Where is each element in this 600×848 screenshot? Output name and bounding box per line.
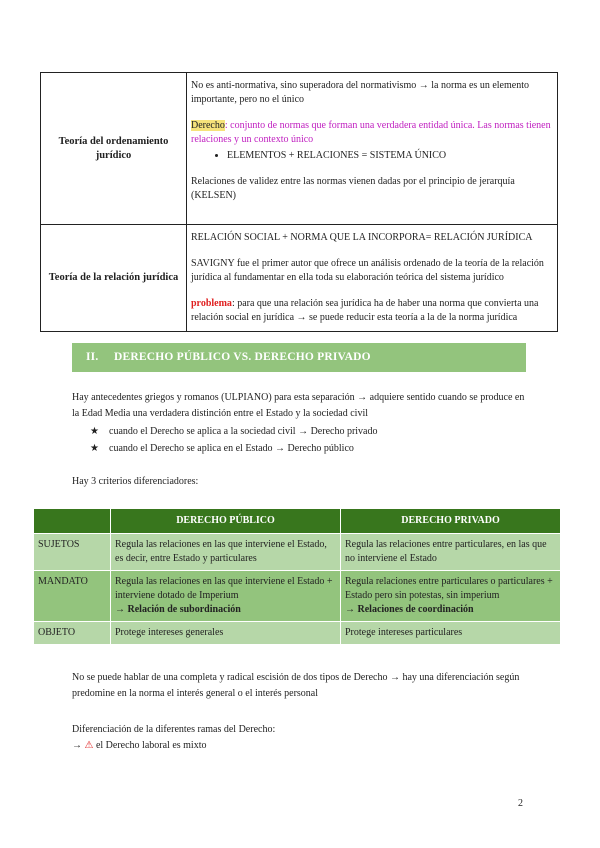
paragraph: SAVIGNY fue el primer autor que ofrece un análisis ordenado de la teoría de la relación jurídica al fundamentar en ella toda su elaboración teórica del sistema jurídico bbox=[191, 258, 544, 283]
bullet-privado: cuando el Derecho se aplica a la sociedad civil → Derecho privado bbox=[109, 426, 378, 437]
table-row-objeto bbox=[34, 622, 561, 645]
problema-term: problema bbox=[191, 298, 232, 309]
section-header bbox=[72, 343, 526, 372]
theory-table bbox=[40, 72, 558, 332]
ramas-item: el Derecho laboral es mixto bbox=[95, 740, 207, 751]
cell-publico: Protege intereses generales bbox=[111, 622, 341, 645]
cell-privado bbox=[341, 571, 561, 622]
derecho-term: Derecho bbox=[191, 120, 225, 131]
cell-bold: → Relación de subordinación bbox=[115, 604, 241, 615]
bullet-publico: cuando el Derecho se aplica en el Estado → Derecho público bbox=[109, 443, 354, 454]
intro-paragraph: Hay antecedentes griegos y romanos (ULPIANO) para esta separación → adquiere sentido cuando se produce en la Edad Media una verdadera distinción entre el Estado y la sociedad civil bbox=[72, 392, 525, 419]
section-title: DERECHO PÚBLICO VS. DERECHO PRIVADO bbox=[114, 351, 371, 363]
table-header-row bbox=[34, 509, 561, 534]
page-number: 2 bbox=[518, 798, 523, 809]
theory-row-relacion bbox=[41, 225, 558, 332]
table-row-sujetos bbox=[34, 534, 561, 571]
conclusion-paragraph: No se puede hablar de una completa y radical escisión de dos tipos de Derecho → hay una diferenciación según predomine en la norma el interés general o el interés personal bbox=[72, 672, 520, 699]
cell-privado: Protege intereses particulares bbox=[341, 622, 561, 645]
bullet-list bbox=[191, 149, 553, 163]
warning-icon: ⚠ bbox=[84, 740, 94, 751]
paragraph: RELACIÓN SOCIAL + NORMA QUE LA INCORPORA= RELACIÓN JURÍDICA bbox=[191, 232, 533, 243]
cell-bold: → Relaciones de coordinación bbox=[345, 604, 474, 615]
section-number: II. bbox=[86, 351, 99, 363]
row-key: OBJETO bbox=[34, 622, 111, 645]
paragraph: No es anti-normativa, sino superadora del normativismo → la norma es un elemento importante, pero no el único bbox=[191, 80, 529, 105]
row-content bbox=[187, 225, 558, 332]
cell-publico bbox=[111, 571, 341, 622]
row-key: MANDATO bbox=[34, 571, 111, 622]
ramas-intro: Diferenciación de la diferentes ramas del Derecho: bbox=[72, 724, 276, 735]
cell-text: Regula las relaciones en las que interviene el Estado + interviene dotado de Imperium bbox=[115, 576, 333, 601]
theory-row-ordenamiento bbox=[41, 73, 558, 225]
star-icon: ★ bbox=[90, 443, 99, 454]
arrow-icon: → bbox=[72, 740, 82, 751]
cell-privado: Regula las relaciones entre particulares, en las que no interviene el Estado bbox=[341, 534, 561, 571]
table-row-mandato bbox=[34, 571, 561, 622]
row-label: Teoría del ordenamiento jurídico bbox=[41, 73, 187, 225]
row-key: SUJETOS bbox=[34, 534, 111, 571]
header-empty bbox=[34, 509, 111, 534]
ramas-line bbox=[72, 738, 206, 754]
row-label: Teoría de la relación jurídica bbox=[41, 225, 187, 332]
criteria-intro: Hay 3 criterios diferenciadores: bbox=[72, 476, 199, 487]
header-privado: DERECHO PRIVADO bbox=[341, 509, 561, 534]
star-icon: ★ bbox=[90, 426, 99, 437]
cell-publico: Regula las relaciones en las que interviene el Estado, es decir, entre Estado y particulares bbox=[111, 534, 341, 571]
problema-text: : para que una relación sea jurídica ha de haber una norma que convierta una relación social en jurídica → se puede reducir esta teoría a la de la norma jurídica bbox=[191, 298, 539, 323]
cell-text: Regula relaciones entre particulares o particulares + Estado pero sin potestas, sin imperium bbox=[345, 576, 553, 601]
bullet-item: • ELEMENTOS + RELACIONES = SISTEMA ÚNICO bbox=[227, 149, 553, 163]
paragraph: Relaciones de validez entre las normas vienen dadas por el principio de jerarquía (KELSEN) bbox=[191, 176, 515, 201]
problema-paragraph bbox=[191, 297, 553, 325]
derecho-definition bbox=[191, 119, 553, 147]
comparison-table bbox=[33, 508, 561, 645]
derecho-def: : conjunto de normas que forman una verdadera entidad única. Las normas tienen relaciones y un contexto único bbox=[191, 120, 551, 145]
header-publico: DERECHO PÚBLICO bbox=[111, 509, 341, 534]
row-content bbox=[187, 73, 558, 225]
